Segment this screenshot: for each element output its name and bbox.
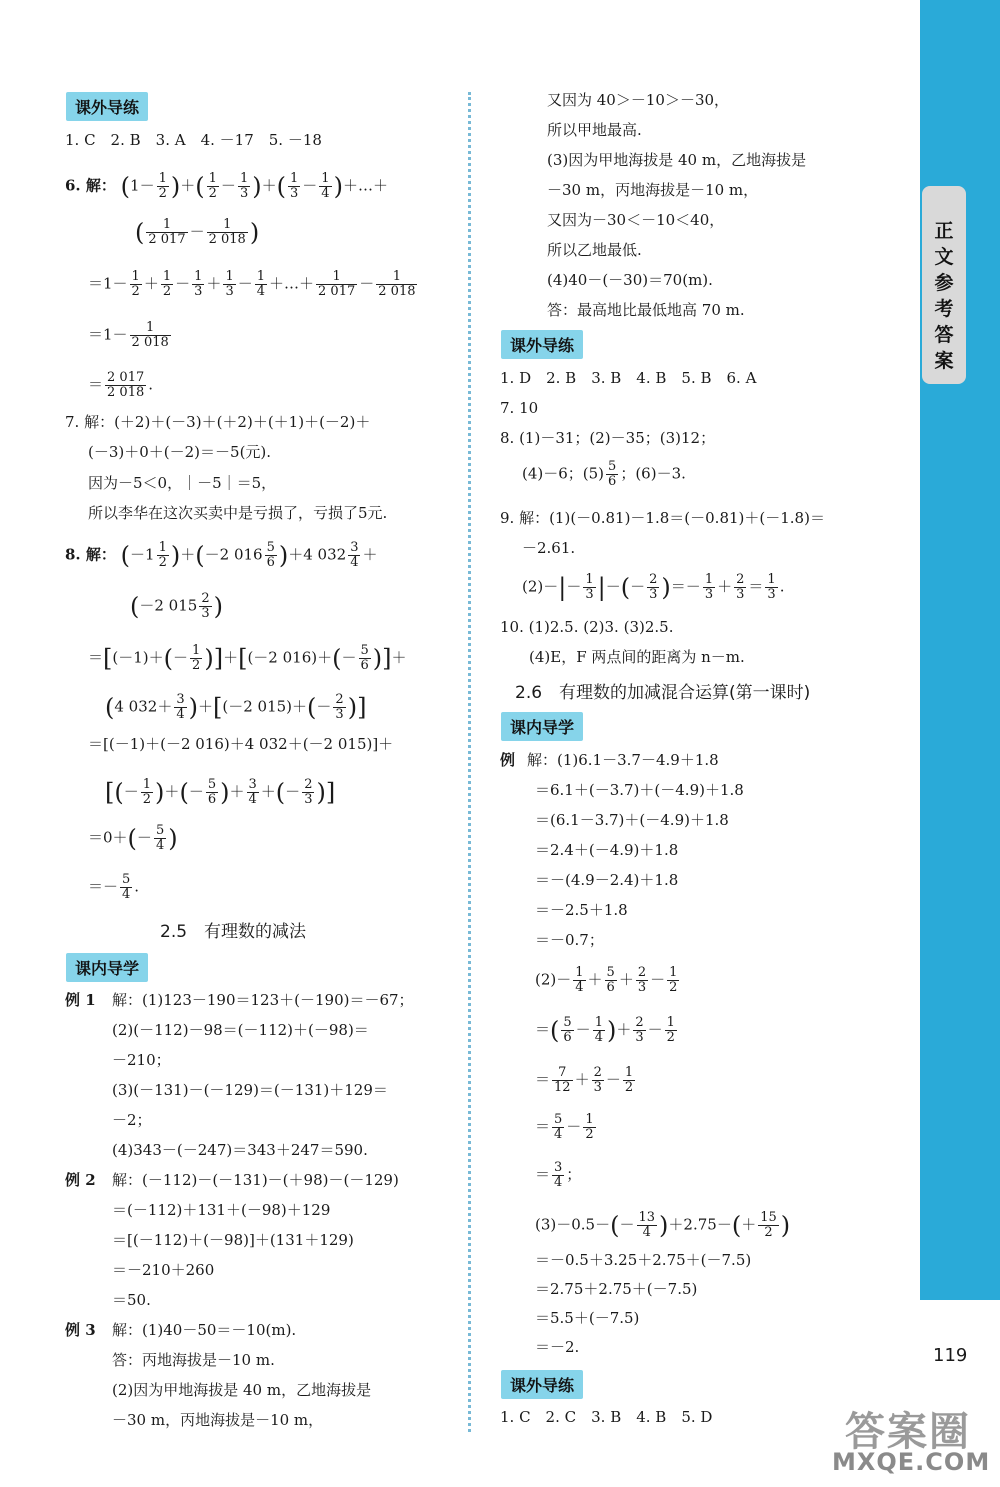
r-line-2: 所以甲地最高. <box>547 121 642 139</box>
watermark-logo: 答案圈 <box>845 1409 971 1455</box>
answer-line: 7. 10 <box>500 399 539 417</box>
r-line-8: 答：最高地比最低地高 70 m. <box>547 301 745 319</box>
ex-line-6: ＝－2.5＋1.8 <box>535 901 628 919</box>
ex-line-2: ＝6.1＋(－3.7)＋(－4.9)＋1.8 <box>535 781 744 799</box>
q7-line-3: 因为－5＜0，｜－5｜＝5， <box>88 474 277 492</box>
ex3-line-2: ＝－0.5＋3.25＋2.75＋(－7.5) <box>535 1251 752 1269</box>
sidebar-label: 正文参考答案 <box>934 220 954 372</box>
ex1-line-5: －2； <box>112 1111 152 1129</box>
column-divider <box>468 92 471 1432</box>
ex2-line-4: ＝ $\frac{5}{4}$ － $\frac{1}{2}$ <box>535 1112 594 1142</box>
ex3-line-1: 解：(1)40－50＝－10(m). <box>112 1321 297 1339</box>
answer-line: 1. C 2. C 3. B 4. B 5. D <box>500 1408 713 1426</box>
example-label: 例 <box>500 751 516 769</box>
ex2-line-1: 解：(－112)－(－131)－(＋98)－(－129) <box>112 1171 399 1189</box>
r-line-5: 又因为－30＜－10＜40， <box>547 211 725 229</box>
ex2-line-5: ＝50. <box>112 1291 151 1309</box>
q6-line-3: ＝1－ $\frac{1}{2}$ ＋ $\frac{1}{2}$ － $\frac{1}{3}$ ＋ $\frac{1}{3}$ － $\frac{1}{4}$ ＋…＋ $\frac{1}{2 017}$ － $\frac{1}{2 018}$ <box>88 269 416 299</box>
q8-line-3: ＝[(－1)＋(－ $\frac{1}{2}$ )]＋[(－2 016)＋(－ $\frac{5}{6}$ )]＋ <box>88 643 407 673</box>
r-line-7: (4)40－(－30)＝70(m). <box>547 271 713 289</box>
r-line-3: (3)因为甲地海拔是 40 m，乙地海拔是 <box>547 151 807 169</box>
ex1-line-2: (2)(－112)－98＝(－112)＋(－98)＝ <box>112 1021 369 1039</box>
ex3-line-3: ＝2.75＋2.75＋(－7.5) <box>535 1280 698 1298</box>
ex2-line-5: ＝ $\frac{3}{4}$ ； <box>535 1160 582 1190</box>
q6-line-1: 6. 解： (1－ $\frac{1}{2}$ )＋( $\frac{1}{2}$ － $\frac{1}{3}$ )＋( $\frac{1}{3}$ － $\frac{1}{4}$ )＋…＋ <box>65 171 388 201</box>
ex2-line-2: ＝(－112)＋131＋(－98)＋129 <box>112 1201 331 1219</box>
ex2-line-2: ＝( $\frac{5}{6}$ － $\frac{1}{4}$ )＋ $\frac{2}{3}$ － $\frac{1}{2}$ <box>535 1015 675 1045</box>
q8-line-4: (4 032＋ $\frac{3}{4}$ )＋[(－2 015)＋(－ $\frac{2}{3}$ )] <box>105 692 367 722</box>
section-tag: 课内导学 <box>501 712 583 741</box>
ex3-line-1: (3)－0.5－(－ $\frac{13}{4}$ )＋2.75－(＋ $\frac{15}{2}$ ) <box>535 1210 791 1240</box>
example-label: 例 2 <box>65 1171 96 1189</box>
q7-line-2: (－3)＋0＋(－2)＝－5(元). <box>88 443 272 461</box>
q10-line-1: 10. (1)2.5. (2)3. (3)2.5. <box>500 618 674 636</box>
answer-line: 1. C 2. B 3. A 4. －17 5. －18 <box>65 131 322 149</box>
q8-line-1: 8. 解： (－1 $\frac{1}{2}$ )＋(－2 016 $\frac{5}{6}$ )＋4 032 $\frac{3}{4}$ ＋ <box>65 540 378 570</box>
q9-line-1: 9. 解：(1)(－0.81)－1.8＝(－0.81)＋(－1.8)＝ <box>500 509 825 527</box>
ex3-line-4: －30 m，丙地海拔是－10 m， <box>112 1411 324 1429</box>
ex1-line-4: (3)(－131)－(－129)＝(－131)＋129＝ <box>112 1081 388 1099</box>
r-line-6: 所以乙地最低. <box>547 241 642 259</box>
ex1-line-1: 解：(1)123－190＝123＋(－190)＝－67； <box>112 991 414 1009</box>
q8-head: 8. 解： <box>65 545 116 564</box>
ex-line-3: ＝(6.1－3.7)＋(－4.9)＋1.8 <box>535 811 729 829</box>
q7-line-4: 所以李华在这次买卖中是亏损了，亏损了5元. <box>88 504 388 522</box>
r-line-4: －30 m，丙地海拔是－10 m， <box>547 181 759 199</box>
q8-line-2: (4)－6；(5) $\frac{5}{6}$ ；(6)－3. <box>522 459 686 489</box>
example-label: 例 1 <box>65 991 96 1009</box>
ex-line-4: ＝2.4＋(－4.9)＋1.8 <box>535 841 679 859</box>
q8-line-1: 8. (1)－31；(2)－35；(3)12； <box>500 429 716 447</box>
q6-line-4: ＝1－ $\frac{1}{2 018}$ <box>88 320 169 350</box>
watermark-text: MXQE.COM <box>832 1448 991 1476</box>
ex2-line-3: ＝ $\frac{7}{12}$ ＋ $\frac{2}{3}$ － $\frac{1}{2}$ <box>535 1065 634 1095</box>
q7-line-1: 7. 解：(＋2)＋(－3)＋(＋2)＋(＋1)＋(－2)＋ <box>65 413 371 431</box>
ex-line-1: 解：(1)6.1－3.7－4.9＋1.8 <box>527 751 719 769</box>
q6-line-2: ( $\frac{1}{2 017}$ － $\frac{1}{2 018}$ ) <box>135 217 260 247</box>
ex-line-5: ＝－(4.9－2.4)＋1.8 <box>535 871 679 889</box>
ex2-line-1: (2)－ $\frac{1}{4}$ ＋ $\frac{5}{6}$ ＋ $\frac{2}{3}$ － $\frac{1}{2}$ <box>535 965 678 995</box>
ex1-line-3: －210； <box>112 1051 171 1069</box>
q9-line-3: (2)－|－ $\frac{1}{3}$ |－(－ $\frac{2}{3}$ )＝－ $\frac{1}{3}$ ＋ $\frac{2}{3}$ ＝ $\frac{1}{3}$ . <box>522 572 785 602</box>
example-label: 例 3 <box>65 1321 96 1339</box>
q6-head: 6. 解： <box>65 176 116 195</box>
section-tag: 课外导练 <box>501 330 583 359</box>
answer-line: 1. D 2. B 3. B 4. B 5. B 6. A <box>500 369 757 387</box>
q8-line-7: ＝0＋(－ $\frac{5}{4}$ ) <box>88 823 178 853</box>
r-line-1: 又因为 40＞－10＞－30， <box>547 91 730 109</box>
section-title-2-6: 2.6 有理数的加减混合运算(第一课时) <box>515 683 811 703</box>
ex1-line-6: (4)343－(－247)＝343＋247＝590. <box>112 1141 368 1159</box>
q10-line-2: (4)E，F 两点间的距离为 n－m. <box>529 648 745 666</box>
ex3-line-4: ＝5.5＋(－7.5) <box>535 1309 640 1327</box>
q8-line-5: ＝[(－1)＋(－2 016)＋4 032＋(－2 015)]＋ <box>88 735 394 753</box>
page-number: 119 <box>933 1345 968 1366</box>
q9-line-2: －2.61. <box>522 539 576 557</box>
section-tag: 课外导练 <box>66 92 148 121</box>
q8-line-8: ＝－ $\frac{5}{4}$ . <box>88 872 140 902</box>
q8-line-2: (－2 015 $\frac{2}{3}$ ) <box>130 591 223 621</box>
ex2-line-3: ＝[(－112)＋(－98)]＋(131＋129) <box>112 1231 354 1249</box>
section-tag: 课内导学 <box>66 953 148 982</box>
ex3-line-3: (2)因为甲地海拔是 40 m，乙地海拔是 <box>112 1381 372 1399</box>
section-title-2-5: 2.5 有理数的减法 <box>160 922 307 942</box>
q6-line-5: ＝ $\frac{2 017}{2 018}$ . <box>88 370 154 400</box>
ex3-line-2: 答：丙地海拔是－10 m. <box>112 1351 275 1369</box>
q8-line-6: [(－ $\frac{1}{2}$ )＋(－ $\frac{5}{6}$ )＋ $\frac{3}{4}$ ＋(－ $\frac{2}{3}$ )] <box>105 777 336 807</box>
ex3-line-5: ＝－2. <box>535 1338 580 1356</box>
section-tag: 课外导练 <box>501 1370 583 1399</box>
ex-line-7: ＝－0.7； <box>535 931 604 949</box>
ex2-line-4: ＝－210＋260 <box>112 1261 215 1279</box>
